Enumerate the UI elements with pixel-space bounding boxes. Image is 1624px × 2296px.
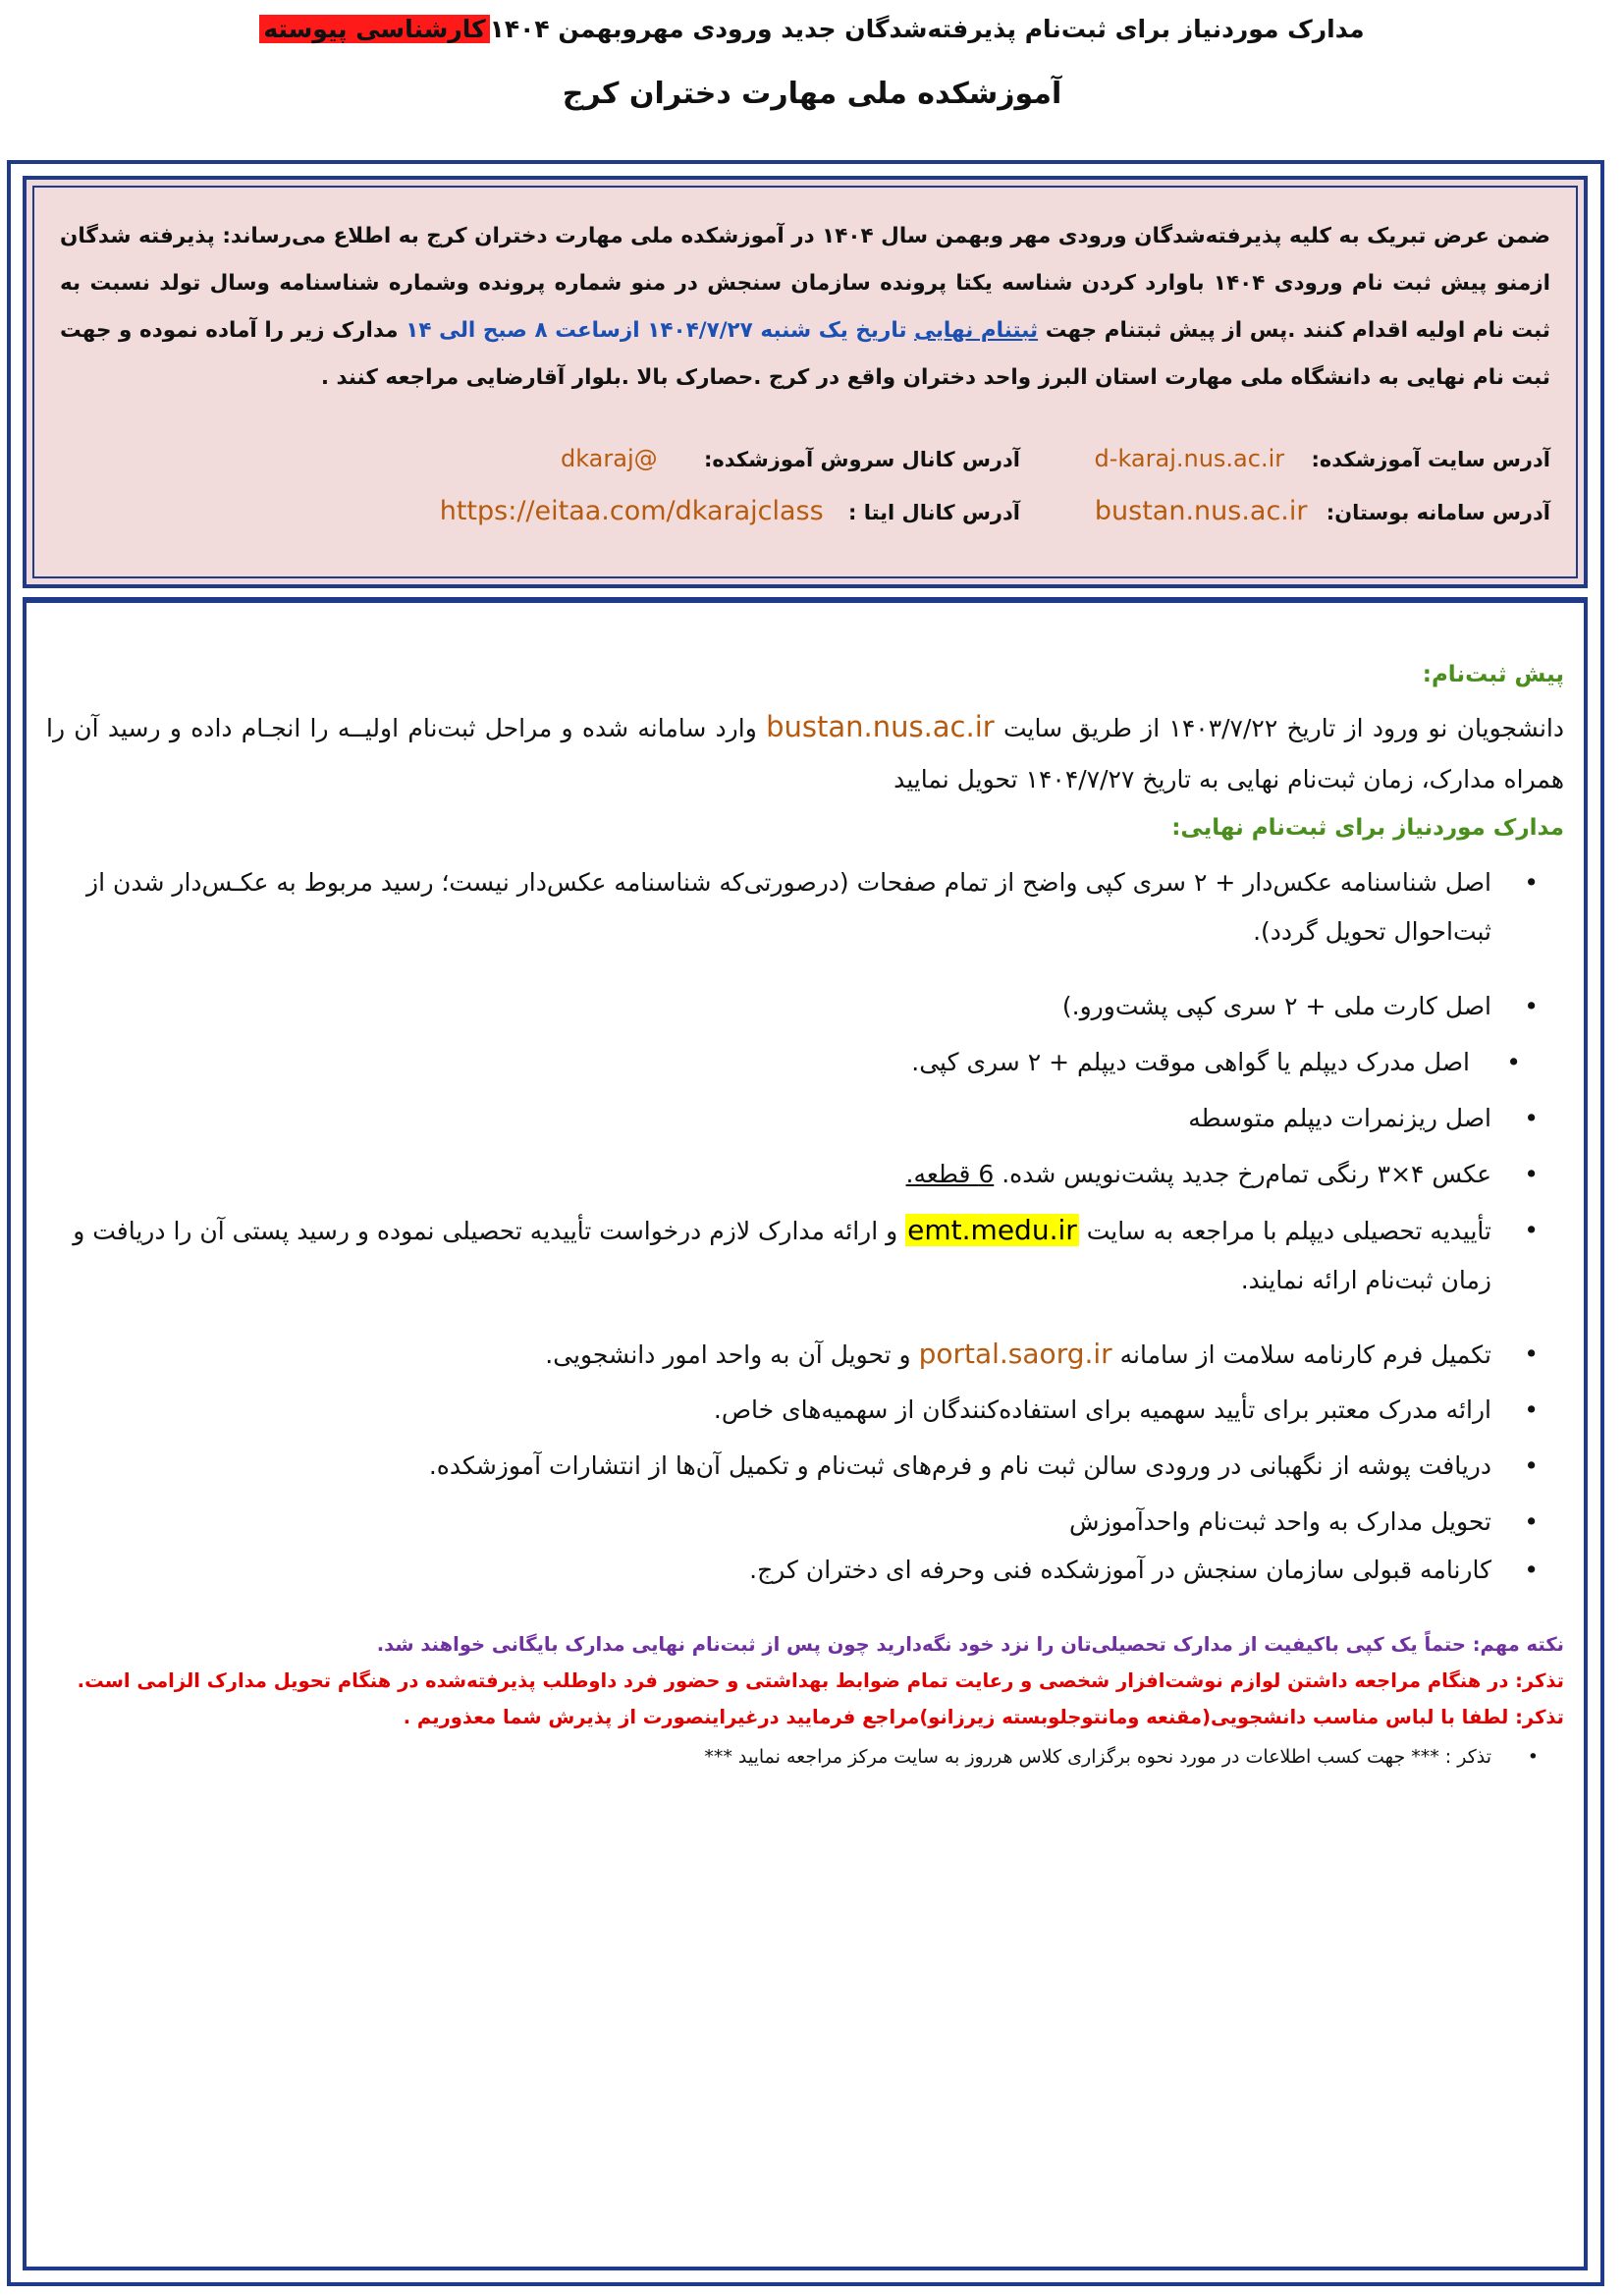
list-item <box>56 1546 1544 1595</box>
intro-part3: مدارک زیر را آماده نموده و جهت ثبت نام نهایی به دانشگاه ملی مهارت استان البرز واحد دختران واقع در کرج .حصارک بالا .بلوار آقارضایی مراجعه کنند . <box>60 318 1550 390</box>
important-note: نکته مهم: حتماً یک کپی باکیفیت از مدارک تحصیلی‌تان را نزد خود نگه‌دارید چون پس از ثبت‌نام نهایی مدارک بایگانی خواهند شد. <box>376 1633 1564 1656</box>
bullet-icon: • <box>1524 1451 1539 1480</box>
soroush-address-row <box>561 445 1020 472</box>
item-text: ارائه مدرک معتبر برای تأیید سهمیه برای استفاده‌کنندگان از سهمیه‌های خاص. <box>713 1395 1491 1424</box>
item-text: اصل ریزنمرات دیپلم متوسطه <box>1188 1104 1491 1132</box>
list-item <box>56 1094 1544 1143</box>
dress-code-reminder: تذکر: لطفا با لباس مناسب دانشجویی(مقنعه ومانتوجلوبسته زیرزانو)مراجع فرمایید درغیراینصورت از پذیرش شما معذوریم . <box>403 1706 1564 1728</box>
item-text: تکمیل فرم کارنامه سلامت از سامانه <box>1111 1340 1491 1369</box>
documents-title: مدارک موردنیاز برای ثبت‌نام نهایی: <box>1171 815 1564 841</box>
bustan-site-link[interactable]: bustan.nus.ac.ir <box>766 710 995 743</box>
list-item <box>56 858 1544 957</box>
intro-panel <box>23 176 1588 588</box>
site-address-row <box>1095 445 1550 472</box>
class-info-reminder: تذکر : *** جهت کسب اطلاعات در مورد نحوه برگزاری کلاس هرروز به سایت مرکز مراجعه نمایید *** <box>704 1746 1491 1768</box>
list-item <box>56 1498 1544 1547</box>
bullet-icon: • <box>1524 1339 1539 1368</box>
item-text: اصل مدرک دیپلم یا گواهی موقت دیپلم + ۲ سری کپی. <box>911 1048 1470 1076</box>
soroush-label: آدرس کانال سروش آموزشکده: <box>703 448 1020 471</box>
list-item <box>56 1386 1544 1435</box>
item-text: عکس ۴×۳ رنگی تمام‌رخ جدید پشت‌نویس شده. <box>994 1160 1491 1188</box>
bullet-icon: • <box>1524 1507 1539 1536</box>
site-url-link[interactable]: d-karaj.nus.ac.ir <box>1094 445 1285 472</box>
list-item <box>56 1442 1544 1491</box>
item-text: تحویل مدارک به واحد ثبت‌نام واحدآموزش <box>1068 1507 1491 1536</box>
final-registration-link[interactable]: ثبتنام نهایی <box>914 318 1039 343</box>
pre-registration-title: پیش ثبت‌نام: <box>1422 662 1564 687</box>
item-text: اصل کارت ملی + ۲ سری کپی پشت‌ورو.) <box>1061 992 1491 1020</box>
pre-registration-text2: وارد سامانه شده و مراحل ثبت‌نام اولیــه را انجـام داده و رسید آن را همراه مدارک، زمان ثبت‌نام نهایی به تاریخ ۱۴۰۴/۷/۲۷ تحویل نمایید <box>46 714 1564 793</box>
item-text: کارنامه قبولی سازمان سنجش در آموزشکده فنی وحرفه ای دختران کرج. <box>749 1556 1491 1584</box>
item-text: دریافت پوشه از نگهبانی در ورودی سالن ثبت نام و فرم‌های ثبت‌نام و تکمیل آن‌ها از انتشارات آموزشکده. <box>428 1451 1491 1480</box>
bullet-icon: • <box>1524 868 1539 897</box>
bullet-icon: • <box>1524 1104 1539 1132</box>
requirements-panel <box>23 597 1588 2270</box>
document-title <box>0 12 1624 47</box>
title-highlight: کارشناسی پیوسته <box>259 15 489 43</box>
pre-registration-text <box>46 701 1564 805</box>
bullet-icon: • <box>1524 992 1539 1020</box>
soroush-handle-link[interactable]: @dkaraj <box>560 445 658 472</box>
list-item <box>56 1330 1544 1380</box>
photo-count: 6 قطعه. <box>905 1160 995 1188</box>
outer-frame <box>7 160 1604 2286</box>
bullet-icon: • <box>1524 1216 1539 1244</box>
bustan-address-row <box>1095 496 1550 526</box>
list-item <box>56 1206 1544 1305</box>
list-item <box>56 982 1544 1031</box>
item-text: و ارائه مدارک لازم درخواست تأییدیه تحصیلی نموده و رسید پستی آن را دریافت و زمان ثبت‌نام ارائه نمایند. <box>73 1217 1491 1294</box>
intro-part1: ضمن عرض تبریک به کلیه پذیرفته‌شدگان ورودی مهر وبهمن سال ۱۴۰۴ در آموزشکده ملی مهارت دختران کرج به اطلاع می‌رساند: پذیرفته شدگان ازمنو پیش ثبت نام ورودی ۱۴۰۴ باوارد کردن شناسه یکتا پرونده سازمان سنجش در منو شماره پرونده وشماره شناسنامه وسال تولد نسبت به ثبت نام اولیه اقدام کنند .پس از پیش ثبتنام جهت <box>60 224 1551 343</box>
pre-registration-text1: دانشجویان نو ورود از تاریخ ۱۴۰۳/۷/۲۲ از طریق سایت <box>994 714 1564 742</box>
item-text: و تحویل آن به واحد امور دانشجویی. <box>545 1340 919 1369</box>
eitaa-address-row <box>440 496 1020 526</box>
item-text: اصل شناسنامه عکس‌دار + ۲ سری کپی واضح از تمام صفحات (درصورتی‌که شناسنامه عکس‌دار نیست؛ رسید مربوط به عکـس‌دار شدن از ثبت‌احوال تحویل گردد). <box>86 868 1491 946</box>
list-item <box>56 1742 1544 1772</box>
intro-date: تاریخ یک شنبه ۱۴۰۴/۷/۲۷ ازساعت ۸ صبح الی ۱۴ <box>406 318 915 343</box>
eitaa-url-link[interactable]: https://eitaa.com/dkarajclass <box>439 496 824 526</box>
intro-paragraph <box>60 213 1550 402</box>
stationery-reminder: تذکر: در هنگام مراجعه داشتن لوازم نوشت‌افزار شخصی و رعایت تمام ضوابط بهداشتی و حضور فرد داوطلب پذیرفته‌شده در هنگام تحویل مدارک الزامی است. <box>77 1669 1564 1692</box>
bullet-icon: • <box>1527 1746 1539 1768</box>
bullet-icon: • <box>1524 1556 1539 1584</box>
item-text: تأییدیه تحصیلی دیپلم با مراجعه به سایت <box>1078 1217 1491 1245</box>
bustan-url-link[interactable]: bustan.nus.ac.ir <box>1094 496 1308 526</box>
list-item <box>56 1038 1544 1087</box>
site-label: آدرس سایت آموزشکده: <box>1311 448 1550 471</box>
title-main: مدارک موردنیاز برای ثبت‌نام پذیرفته‌شدگان جدید ورودی مهروبهمن ۱۴۰۴ <box>489 15 1365 43</box>
document-subtitle: آموزشکده ملی مهارت دختران کرج <box>562 77 1062 111</box>
saorg-portal-link[interactable]: portal.saorg.ir <box>918 1338 1112 1370</box>
emt-site-link[interactable]: emt.medu.ir <box>907 1214 1077 1246</box>
bustan-label: آدرس سامانه بوستان: <box>1326 501 1550 524</box>
bullet-icon: • <box>1524 1160 1539 1188</box>
bullet-icon: • <box>1524 1395 1539 1424</box>
bullet-icon: • <box>1506 1048 1521 1076</box>
eitaa-label: آدرس کانال ایتا : <box>847 501 1020 524</box>
list-item <box>56 1150 1544 1199</box>
